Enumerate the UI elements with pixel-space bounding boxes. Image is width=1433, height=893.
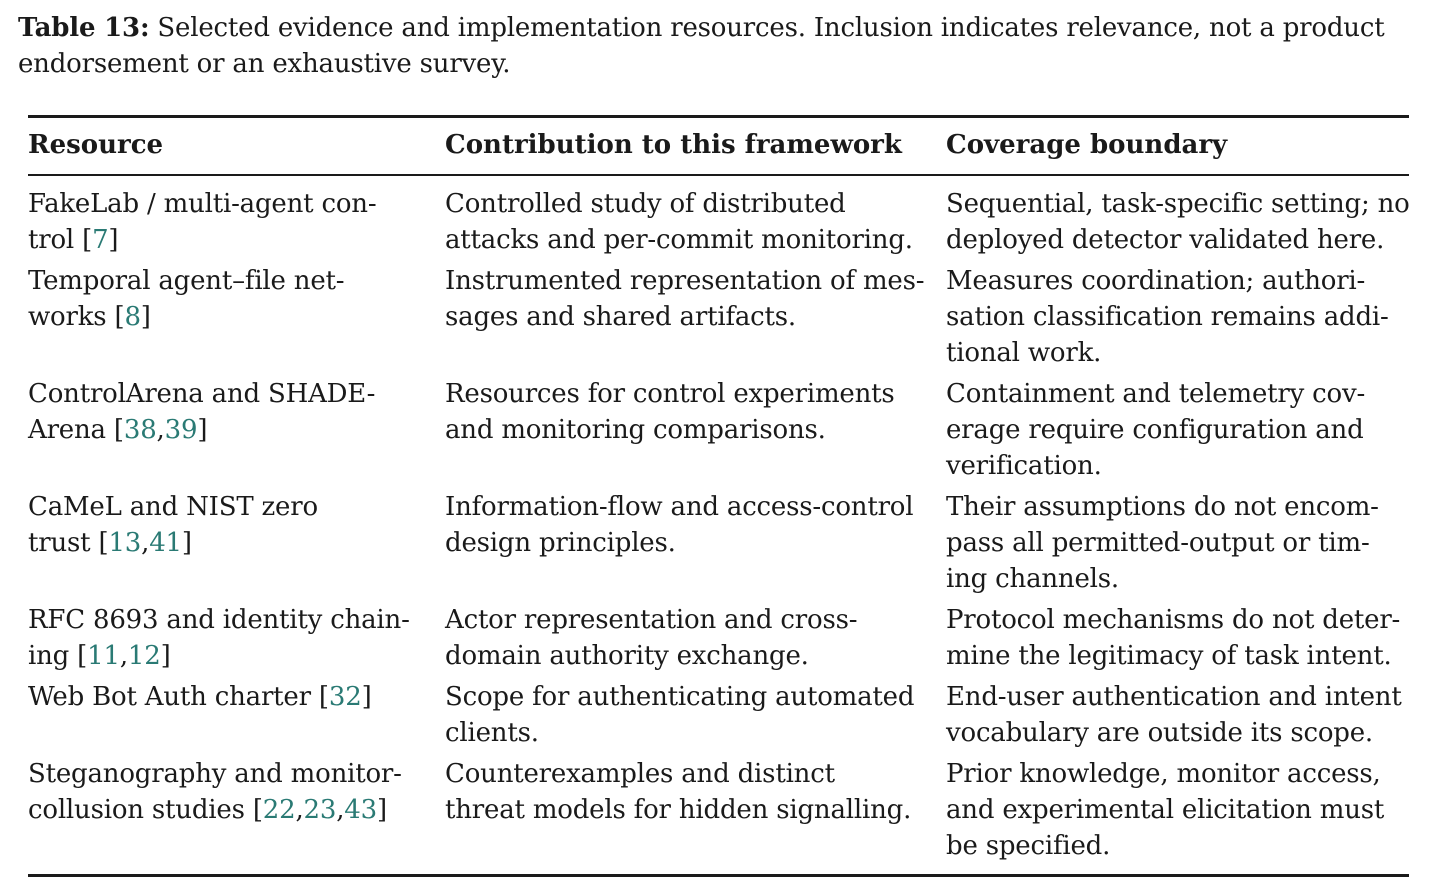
table-caption: [18, 10, 1418, 82]
row-7-contribution: Counterexamples and distinct threat models for hidden signalling.: [445, 759, 912, 825]
citation-link[interactable]: 32: [328, 682, 362, 712]
header-coverage-boundary: Coverage boundary: [946, 130, 1228, 160]
citation-link[interactable]: 8: [124, 302, 141, 332]
citation-link[interactable]: 43: [344, 795, 377, 825]
row-3-contribution: Resources for control experiments and monitoring comparisons.: [445, 379, 895, 445]
row-1-contribution: Controlled study of distributed attacks and per-commit monitoring.: [445, 189, 913, 255]
row-5-contribution: Actor representation and cross- domain authority exchange.: [445, 605, 858, 671]
row-6-contribution: Scope for authenticating automated clients.: [445, 682, 915, 748]
row-6-boundary: End-user authentication and intent vocabulary are outside its scope.: [946, 682, 1402, 748]
citation-link[interactable]: 23: [303, 795, 337, 825]
row-4-resource: CaMeL and NIST zero trust [13,41]: [28, 492, 318, 558]
row-3-boundary: Containment and telemetry cov- erage require configuration and verification.: [946, 379, 1366, 481]
row-1-resource: FakeLab / multi-agent con- trol [7]: [28, 189, 377, 255]
table-header-rule: [28, 174, 1409, 176]
citation-link[interactable]: 12: [127, 641, 161, 671]
citation-link[interactable]: 13: [108, 528, 142, 558]
row-4-contribution: Information-flow and access-control design principles.: [445, 492, 914, 558]
row-4-boundary: Their assumptions do not encom- pass all permitted-output or tim- ing channels.: [946, 492, 1379, 594]
row-7-boundary: Prior knowledge, monitor access, and experimental elicitation must be specified.: [946, 759, 1385, 861]
table-bottom-rule: [28, 874, 1409, 877]
row-1-boundary: Sequential, task-specific setting; no deployed detector validated here.: [946, 189, 1410, 255]
row-3-resource: ControlArena and SHADE- Arena [38,39]: [28, 379, 376, 445]
citation-link[interactable]: 39: [164, 415, 198, 445]
citation-link[interactable]: 22: [262, 795, 296, 825]
row-5-boundary: Protocol mechanisms do not deter- mine the legitimacy of task intent.: [946, 605, 1401, 671]
table-top-rule: [28, 115, 1409, 118]
row-2-resource: Temporal agent–file net- works [8]: [28, 266, 345, 332]
row-5-resource: RFC 8693 and identity chain- ing [11,12]: [28, 605, 410, 671]
citation-link[interactable]: 7: [92, 225, 109, 255]
citation-link[interactable]: 11: [87, 641, 120, 671]
header-contribution: Contribution to this framework: [445, 130, 902, 160]
row-6-resource: Web Bot Auth charter [32]: [28, 682, 372, 712]
caption-text-line2: endorsement or an exhaustive survey.: [18, 49, 511, 79]
caption-text-line1: Selected evidence and implementation resources. Inclusion indicates relevance, not a product: [157, 13, 1385, 43]
citation-link[interactable]: 41: [149, 528, 182, 558]
row-2-boundary: Measures coordination; authori- sation classification remains addi- tional work.: [946, 266, 1389, 368]
row-7-resource: Steganography and monitor- collusion studies [22,23,43]: [28, 759, 402, 825]
header-resource: Resource: [28, 130, 164, 160]
table-label: Table 13:: [18, 13, 150, 43]
citation-link[interactable]: 38: [123, 415, 157, 445]
row-2-contribution: Instrumented representation of mes- sages and shared artifacts.: [445, 266, 925, 332]
